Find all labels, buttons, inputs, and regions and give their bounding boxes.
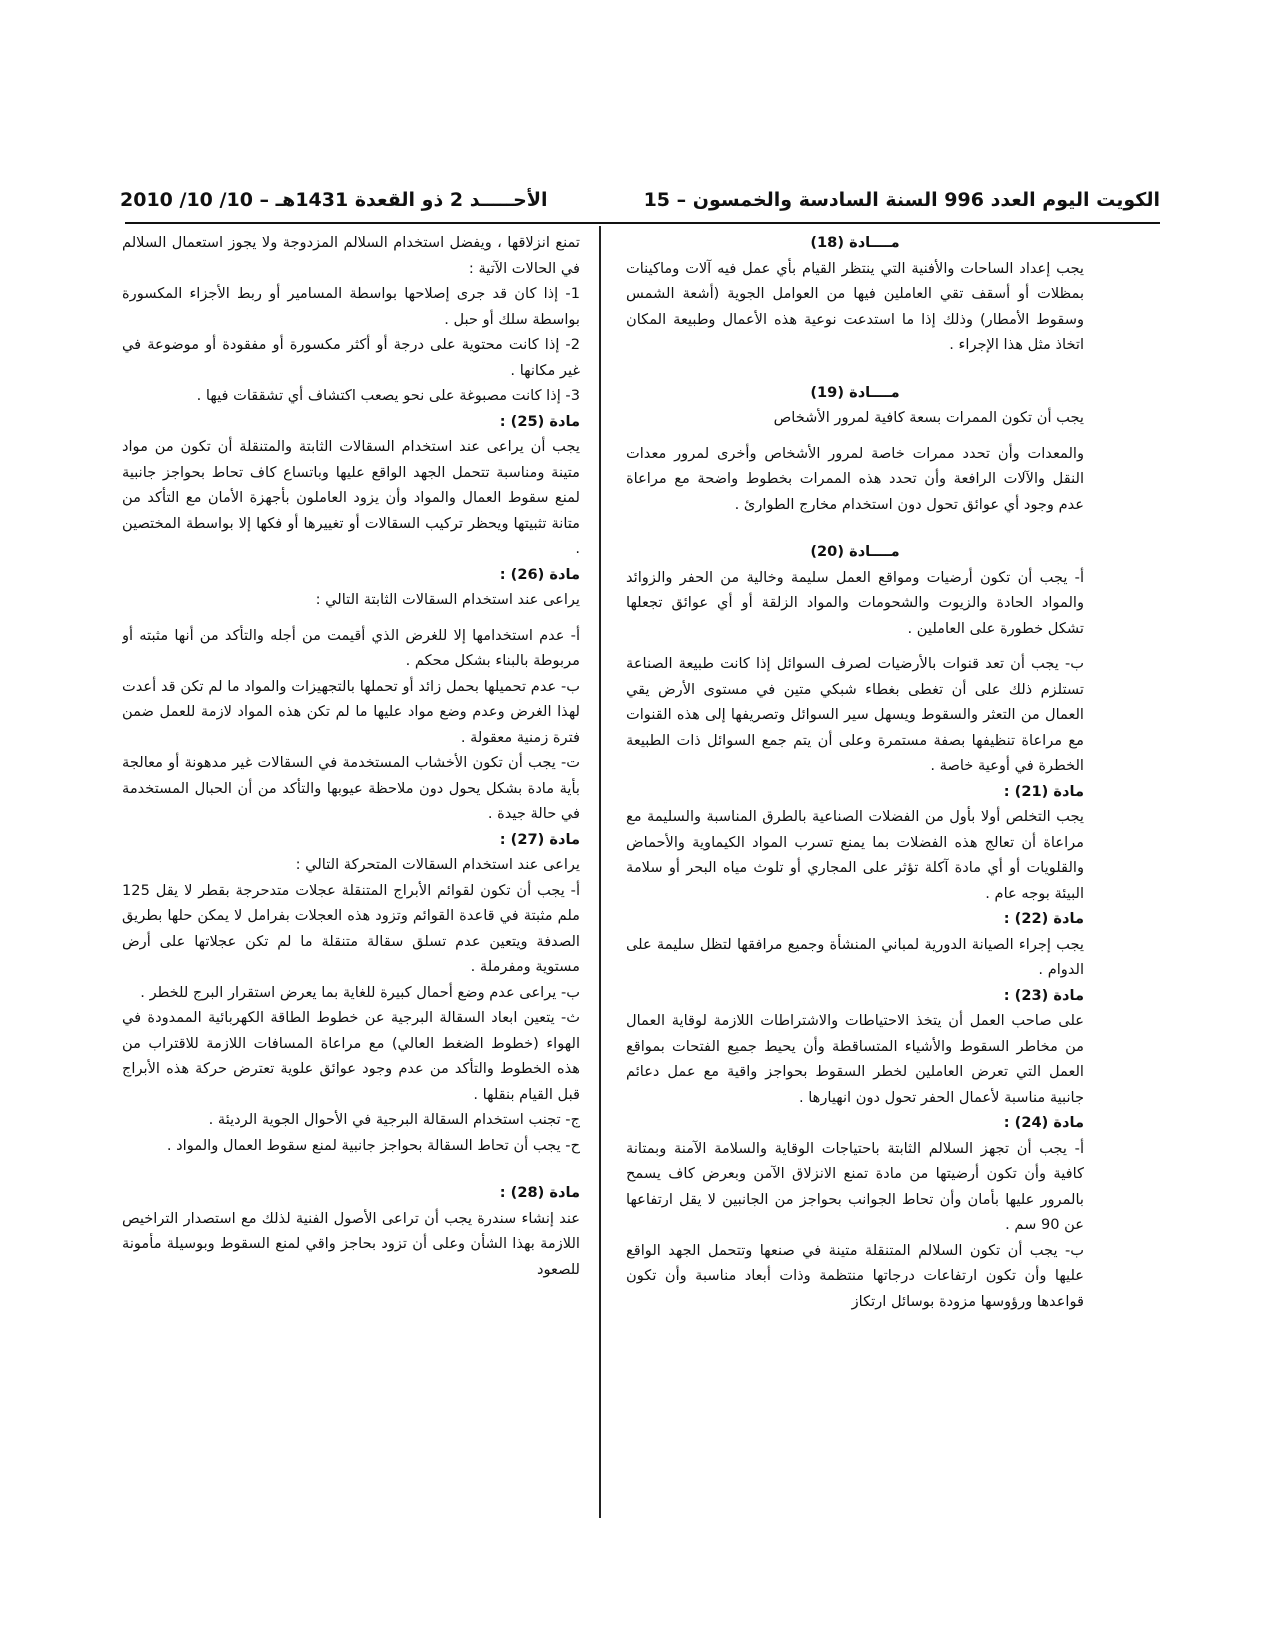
article-24-continued: تمنع انزلاقها ، ويفضل استخدام السلالم المزدوجة ولا يجوز استعمال السلالم في الحالات الآتية : (122, 234, 580, 277)
article-24-item-b: ب- يجب أن تكون السلالم المتنقلة متينة في صنعها وتتحمل الجهد الواقع عليها وأن تكون ارتفاعات درجاتها منتظمة وذات أبعاد مناسبة وأن تكون قواعدها ورؤوسها مزودة بوسائل ارتكاز (626, 1241, 1084, 1310)
article-27-intro: يراعى عند استخدام السقالات المتحركة التالي : (295, 856, 580, 873)
article-19-text-2: والمعدات وأن تحدد ممرات خاصة لمرور الأشخاص وأخرى لمرور معدات النقل والآلات الرافعة وأن تحدد هذه الممرات بخطوط واضحة مع مراعاة عدم وجود أي عوائق تحول دون استخدام مخارج الطوارئ . (626, 444, 1084, 513)
article-19-text-1: يجب أن تكون الممرات بسعة كافية لمرور الأشخاص (773, 409, 1084, 426)
article-26-title: مادة (26) : (499, 565, 580, 583)
article-24-item-a: أ- يجب أن تجهز السلالم الثابتة باحتياجات الوقاية والسلامة الآمنة وبمتانة كافية وأن تكون أرضيتها من مادة تمنع الانزلاق الآمن وبعرض كاف يسمح بالمرور عليها بأمان وأن تحاط الجوانب بحواجز من الجانبين لا يقل ارتفاعها عن 90 سم . (626, 1139, 1084, 1233)
article-21-title: مادة (21) : (1003, 782, 1084, 800)
article-28-text: عند إنشاء سندرة يجب أن تراعى الأصول الفنية لذلك مع استصدار التراخيص اللازمة بهذا الشأن وعلى أن تزود بحاجز واقي لمنع السقوط وبوسيلة مأمونة للصعود (122, 1209, 580, 1278)
article-22-text: يجب إجراء الصيانة الدورية لمباني المنشأة وجميع مرافقها لتظل سليمة على الدوام . (626, 935, 1084, 978)
article-24-title: مادة (24) : (1003, 1114, 1084, 1131)
article-26-intro: يراعى عند استخدام السقالات الثابتة التالي : (315, 591, 580, 608)
header-rule (125, 222, 1160, 224)
article-24-case-1: 1- إذا كان قد جرى إصلاحها بواسطة المسامير أو ربط الأجزاء المكسورة بواسطة سلك أو حبل . (122, 285, 580, 328)
article-27-item-e: ح- يجب أن تحاط السقالة بحواجز جانبية لمنع سقوط العمال والمواد . (166, 1136, 580, 1154)
article-27-item-a: أ- يجب أن تكون لقوائم الأبراج المتنقلة عجلات متدحرجة بقطر لا يقل 125 ملم مثبتة في قاعدة القوائم وتزود هذه العجلات بفرامل لا يمكن حلها بطريق الصدفة ويتعين عدم تسلق سقالة متنقلة ما لم تكن عجلاتها على أرض مستوية ومفرملة . (122, 881, 580, 975)
article-18-text: يجب إعداد الساحات والأفنية التي ينتظر القيام بأي عمل فيه آلات وماكينات بمظلات أو أسقف تقي العاملين فيها من العوامل الجوية (أشعة الشمس وسقوط الأمطار) وذلك إذا ما استدعت نوعية هذه الأعمال وطبيعة المكان اتخاذ مثل هذا الإجراء . (626, 259, 1084, 353)
article-25-title: مادة (25) : (499, 412, 580, 430)
article-18-title: مــــادة (18) (810, 234, 900, 251)
article-19-title: مــــادة (19) (810, 383, 900, 401)
page-header (120, 186, 1160, 214)
article-20-item-a: أ- يجب أن تكون أرضيات ومواقع العمل سليمة وخالية من الحفر والزوائد والمواد الحادة والزيوت والشحومات والمواد الزلقة أو أي عوائق تجعلها تشكل خطورة على العاملين . (626, 568, 1084, 637)
article-24-case-2: 2- إذا كانت محتوية على درجة أو أكثر مكسورة أو مفقودة أو موضوعة في غير مكانها . (122, 336, 580, 379)
left-column (122, 230, 580, 1520)
article-26-item-a: أ- عدم استخدامها إلا للغرض الذي أقيمت من أجله والتأكد من أنها مثبته أو مربوطة بالبناء بشكل محكم . (122, 626, 580, 669)
article-23-title: مادة (23) : (1003, 986, 1084, 1004)
right-column (626, 230, 1084, 1520)
article-27-item-b: ب- يراعى عدم وضع أحمال كبيرة للغاية بما يعرض استقرار البرج للخطر . (140, 983, 580, 1001)
article-21-text: يجب التخلص أولا بأول من الفضلات الصناعية بالطرق المناسبة والسليمة مع مراعاة أن تعالج هذه الفضلات بما يمنع تسرب المواد الكيماوية والأحماض والقلويات أو أي مادة آكلة تؤثر على المجاري أو تلوث مياه البحر أو سلامة البيئة بوجه عام . (626, 808, 1084, 902)
article-27-title: مادة (27) : (499, 830, 580, 848)
column-divider (599, 226, 601, 1518)
article-26-item-b: ب- عدم تحميلها بحمل زائد أو تحملها بالتجهيزات والمواد ما لم تكن قد أعدت لهذا الغرض وعدم وضع مواد عليها ما لم تكن هذه المواد لازمة للعمل ضمن فترة زمنية معقولة . (122, 677, 580, 746)
article-28-title: مادة (28) : (499, 1184, 580, 1201)
article-20-item-b: ب- يجب أن تعد قنوات بالأرضيات لصرف السوائل إذا كانت طبيعة الصناعة تستلزم ذلك على أن تغطى بغطاء شبكي متين في مستوى الأرض يقي العمال من التعثر والسقوط ويسهل سير السوائل وتصريفها إلى هذه القنوات مع مراعاة تنظيفها بصفة مستمرة وعلى أن يتم جمع السوائل ذات الطبيعة الخطرة في أوعية خاصة . (626, 655, 1084, 774)
article-26-item-c: ت- يجب أن تكون الأخشاب المستخدمة في السقالات غير مدهونة أو معالجة بأية مادة بشكل يحول دون ملاحظة عيوبها والتأكد من أن الحبال المستخدمة في حالة جيدة . (122, 754, 580, 822)
article-24-case-3: 3- إذا كانت مصبوغة على نحو يصعب اكتشاف أي تشققات فيها . (196, 387, 580, 404)
article-25-text: يجب أن يراعى عند استخدام السقالات الثابتة والمتنقلة أن تكون من مواد متينة ومناسبة تتحمل الجهد الواقع عليها وباتساع كاف تحاط بحواجز جانبية لمنع سقوط العمال والمواد وأن يزود العاملون بأجهزة الأمان مع التأكد من متانة تثبيتها ويحظر تركيب السقالات أو تغييرها أو فكها إلا بواسطة المختصين . (122, 438, 580, 557)
header-left: الأحـــــد 2 ذو القعدة 1431هـ – 10/ 10/ 2010 (120, 189, 548, 211)
article-27-item-c: ث- يتعين ابعاد السقالة البرجية عن خطوط الطاقة الكهربائية الممدودة في الهواء (خطوط الضغط العالي) مع مراعاة المسافات اللازمة للاقتراب من هذه الخطوط والتأكد من عدم وجود عوائق علوية تعترض حركة هذه الأبراج قبل القيام بنقلها . (122, 1009, 580, 1103)
header-right: الكويت اليوم العدد 996 السنة السادسة والخمسون – 15 (643, 189, 1160, 211)
article-27-item-d: ج- تجنب استخدام السقالة البرجية في الأحوال الجوية الرديئة . (208, 1111, 580, 1128)
article-20-title: مــــادة (20) (810, 543, 900, 560)
article-23-text: على صاحب العمل أن يتخذ الاحتياطات والاشتراطات اللازمة لوقاية العمال من مخاطر السقوط والأشياء المتساقطة وأن يحيط جميع الفتحات بمواقع العمل التي تعرض العاملين لخطر السقوط بحواجز واقية مع عمل دعائم جانبية مناسبة لأعمال الحفر تحول دون انهيارها . (626, 1012, 1084, 1106)
article-22-title: مادة (22) : (1003, 910, 1084, 927)
